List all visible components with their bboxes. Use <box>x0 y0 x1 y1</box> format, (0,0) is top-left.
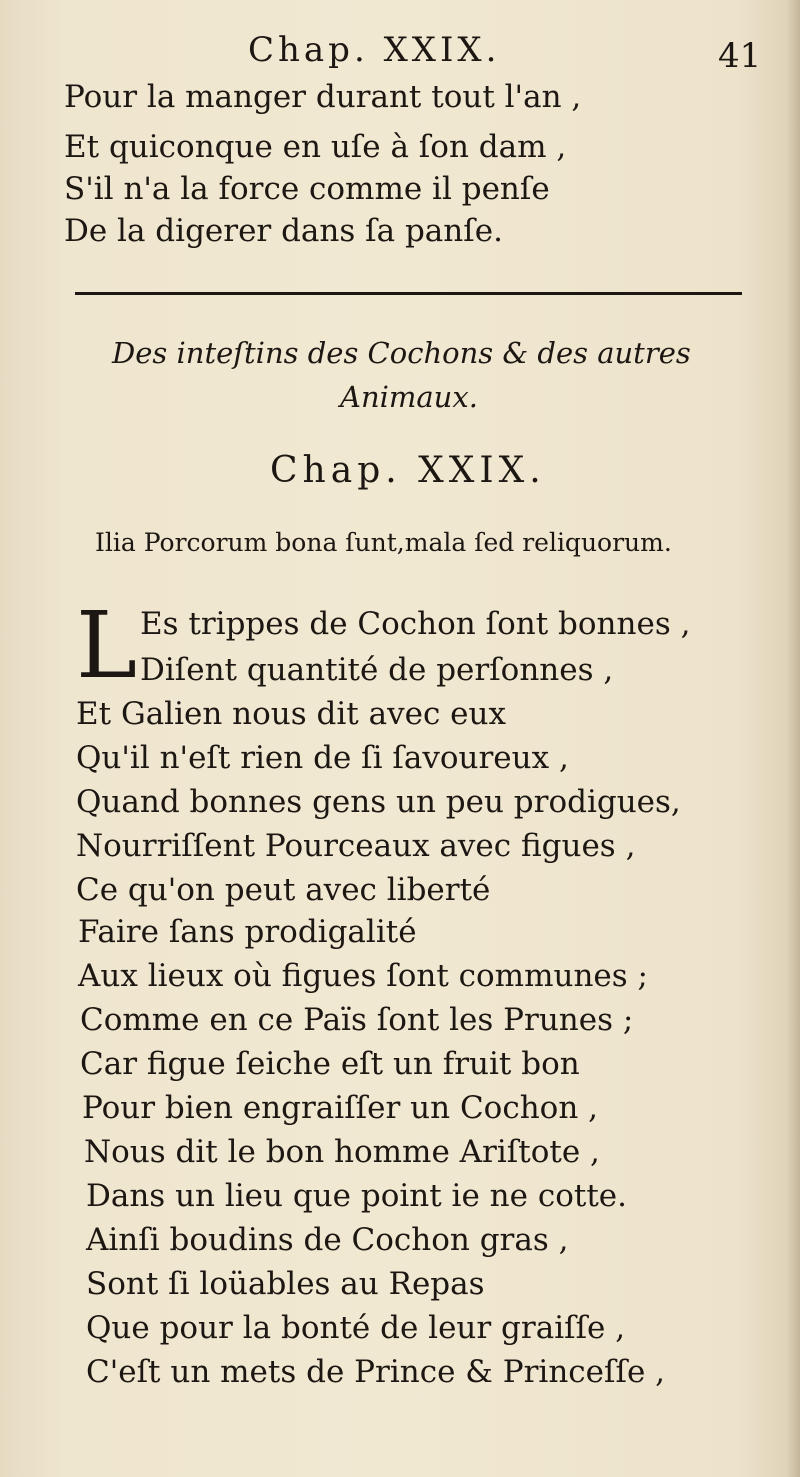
verse-line: Et quiconque en uſe à ſon dam , <box>64 129 567 165</box>
page-gutter-shadow <box>786 0 800 1477</box>
poem-line: Faire ſans prodigalité <box>78 914 417 950</box>
poem-line: Nourriſſent Pourceaux avec figues , <box>76 828 636 864</box>
section-title-continued: Animaux. <box>340 380 478 414</box>
section-title: Des inteſtins des Cochons & des autres <box>112 336 691 370</box>
poem-line: Car figue ſeiche eſt un fruit bon <box>80 1046 580 1082</box>
poem-line: Ainſi boudins de Cochon gras , <box>86 1222 569 1258</box>
verse-line: Pour la manger durant tout l'an , <box>64 79 582 115</box>
verse-line: S'il n'a la force comme il penſe <box>64 171 550 207</box>
poem-line: Pour bien engraiſſer un Cochon , <box>82 1090 598 1126</box>
section-divider <box>75 292 742 295</box>
poem-line: Et Galien nous dit avec eux <box>76 696 506 732</box>
poem-line: Comme en ce Païs ſont les Prunes ; <box>80 1002 634 1038</box>
poem-line: Dans un lieu que point ie ne cotte. <box>86 1178 627 1214</box>
running-head: Chap. XXIX. <box>248 30 501 70</box>
chapter-heading: Chap. XXIX. <box>270 450 546 491</box>
latin-motto: Ilia Porcorum bona ſunt,mala ſed reliquorum. <box>95 528 672 557</box>
poem-line: C'eſt un mets de Prince & Princeſſe , <box>86 1354 665 1390</box>
page-number: 41 <box>718 36 762 76</box>
poem-line: Diſent quantité de perſonnes , <box>140 652 614 688</box>
drop-cap: L <box>76 592 138 699</box>
poem-line: Nous dit le bon homme Ariſtote , <box>84 1134 600 1170</box>
poem-line: Quand bonnes gens un peu prodigues, <box>76 784 681 820</box>
poem-line: Ce qu'on peut avec liberté <box>76 872 491 908</box>
poem-line: Aux lieux où figues ſont communes ; <box>78 958 648 994</box>
poem-line: Que pour la bonté de leur graiſſe , <box>86 1310 626 1346</box>
poem-line: Sont ſi loüables au Repas <box>86 1266 485 1302</box>
verse-line: De la digerer dans ſa panſe. <box>64 213 503 249</box>
poem-line: Es trippes de Cochon ſont bonnes , <box>140 606 691 642</box>
poem-line: Qu'il n'eſt rien de ſi ſavoureux , <box>76 740 569 776</box>
